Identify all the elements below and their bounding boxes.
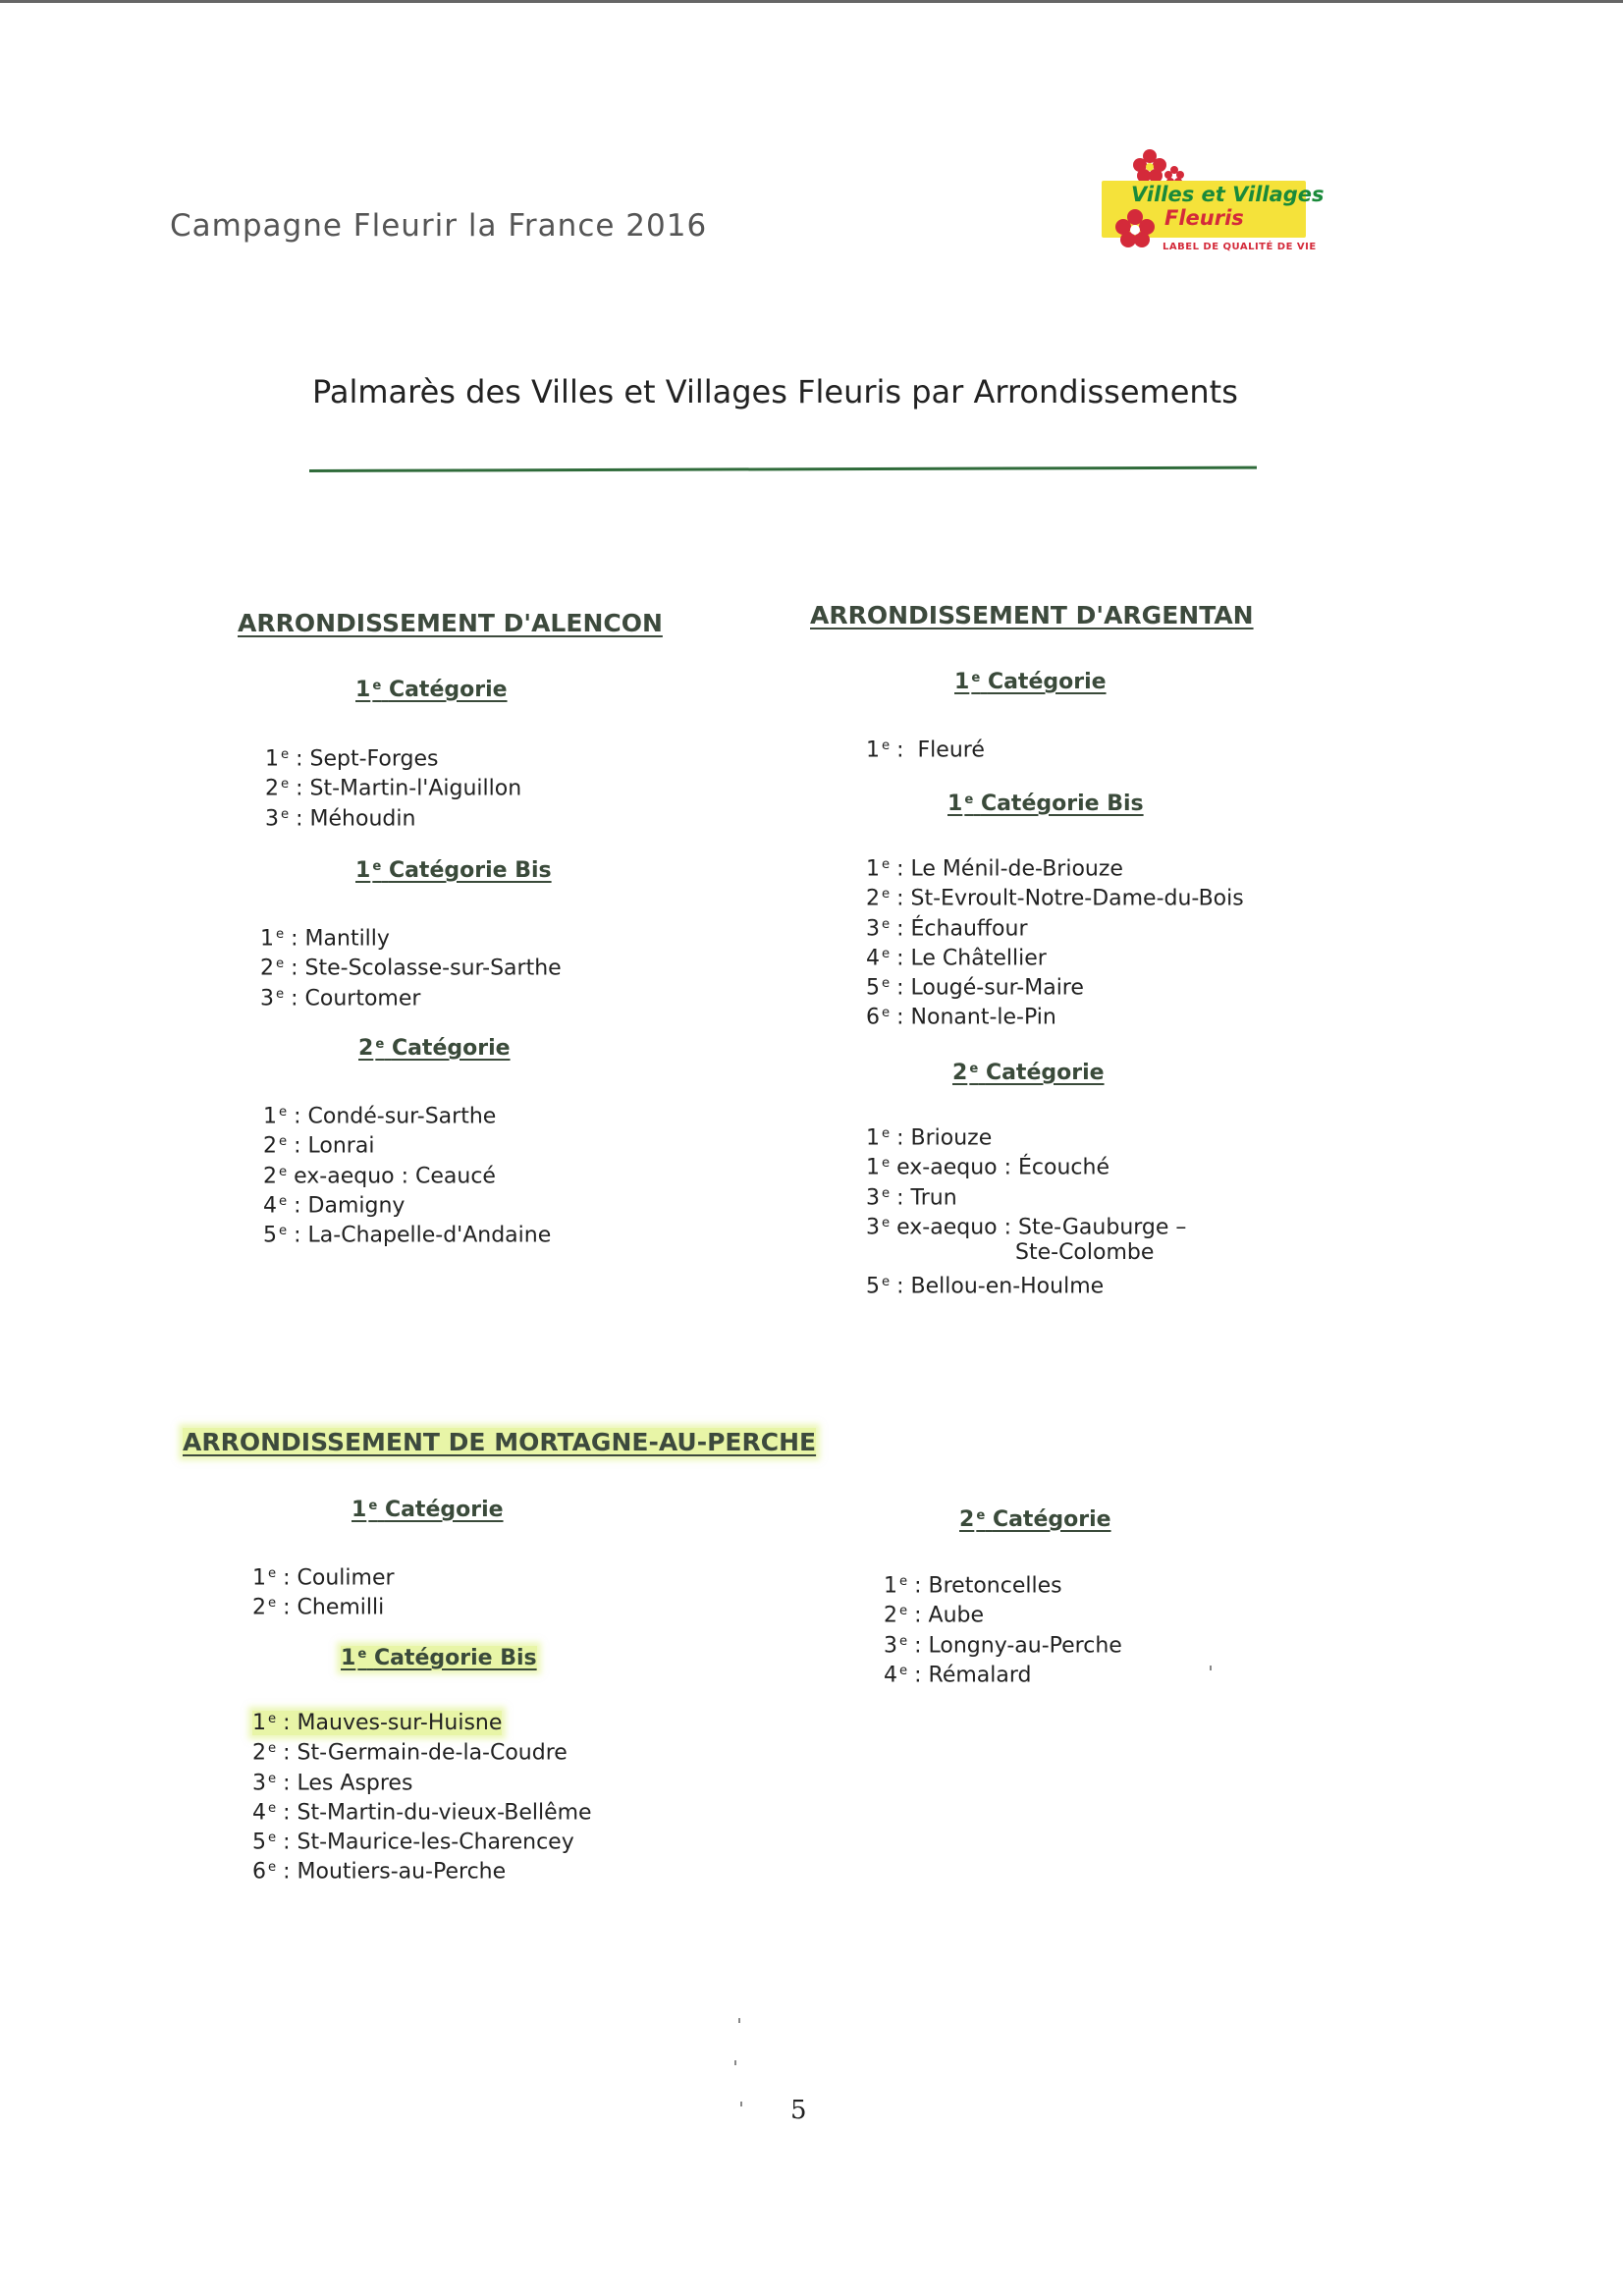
list-item: 3 $^e$ : Échauffour (866, 915, 1028, 941)
list-item: 2 $^e$ : St-Martin-l'Aiguillon (265, 776, 522, 801)
category-rank: 2 (952, 1061, 968, 1085)
category-rank-suffix: e (357, 1646, 367, 1662)
ranking-list (866, 1120, 1186, 1298)
list-item: 2 $^e$ : Ste-Scolasse-sur-Sarthe (260, 956, 562, 981)
list-item: 3 $^e$ : Longny-au-Perche (884, 1632, 1122, 1658)
category-rank-suffix: e (368, 1498, 378, 1513)
category-rank: 1 (352, 1498, 367, 1522)
list-item: 5 $^e$ : St-Maurice-les-Charencey (252, 1830, 574, 1855)
logo-line-1: Villes et Villages (1131, 183, 1325, 206)
section-title-mortagne: ARRONDISSEMENT DE MORTAGNE-AU-PERCHE (183, 1428, 817, 1456)
ranking-list (263, 1098, 551, 1246)
category-rank: 1 (947, 792, 963, 816)
list-item: 3 $^e$ : Méhoudin (265, 805, 416, 831)
category-heading (355, 858, 552, 883)
scan-speck (1210, 1666, 1212, 1670)
category-label: Catégorie (388, 678, 508, 702)
list-item: 2 $^e$ ex-aequo : Ceaucé (263, 1163, 496, 1188)
list-item: 1 $^e$ : Coulimer (252, 1565, 395, 1591)
title-underline-rule (309, 466, 1257, 472)
category-rank-suffix: e (976, 1507, 986, 1523)
ranking-list (866, 850, 1244, 1029)
page-title: Palmarès des Villes et Villages Fleuris par Arrondissements (312, 373, 1238, 410)
scan-speck (734, 2060, 736, 2065)
category-label: Catégorie (987, 670, 1107, 694)
category-rank: 2 (358, 1036, 374, 1061)
list-item: 6 $^e$ : Moutiers-au-Perche (252, 1859, 507, 1885)
category-rank: 1 (954, 670, 970, 694)
list-item: 1 $^e$ : Bretoncelles (884, 1573, 1062, 1599)
category-label: Catégorie Bis (373, 1646, 537, 1670)
list-item: 3 $^e$ : Les Aspres (252, 1770, 413, 1795)
category-rank: 1 (355, 858, 371, 883)
category-rank-suffix: e (375, 1036, 385, 1052)
villes-villages-fleuris-logo (1098, 147, 1325, 263)
list-item: 1 $^e$ : Mantilly (260, 926, 390, 952)
category-rank-suffix: e (372, 858, 382, 874)
list-item: 4 $^e$ : Le Châtellier (866, 946, 1047, 971)
scan-speck (738, 2018, 740, 2023)
category-label: Catégorie (992, 1507, 1111, 1532)
list-item: 1 $^e$ ex-aequo : Écouché (866, 1155, 1109, 1180)
scan-speck (740, 2102, 742, 2106)
category-rank: 1 (355, 678, 371, 702)
list-item: 1 $^e$ : Sept-Forges (265, 746, 439, 772)
category-rank-suffix: e (971, 670, 981, 685)
category-heading (358, 1036, 511, 1061)
list-item: 2 $^e$ : St-Evroult-Notre-Dame-du-Bois (866, 886, 1244, 911)
list-item: 2 $^e$ : St-Germain-de-la-Coudre (252, 1740, 568, 1766)
category-heading (947, 792, 1144, 816)
ranking-list (884, 1567, 1122, 1686)
category-heading (352, 1498, 504, 1522)
list-item: 3 $^e$ ex-aequo : Ste-Gauburge – (866, 1215, 1187, 1240)
ranking-list (252, 1559, 395, 1619)
category-heading (952, 1061, 1105, 1085)
list-item: 2 $^e$ : Lonrai (263, 1133, 375, 1159)
list-item: 5 $^e$ : Bellou-en-Houlme (866, 1274, 1105, 1299)
category-label: Catégorie Bis (388, 858, 552, 883)
campaign-header: Campagne Fleurir la France 2016 (170, 208, 708, 244)
category-label: Catégorie Bis (980, 792, 1144, 816)
logo-tagline: LABEL DE QUALITÉ DE VIE (1163, 242, 1317, 252)
list-item-continuation: Ste-Colombe (1015, 1240, 1155, 1266)
list-item: 1 $^e$ : Briouze (866, 1125, 993, 1151)
list-item: 3 $^e$ : Trun (866, 1184, 957, 1210)
category-label: Catégorie (985, 1061, 1105, 1085)
list-item: 3 $^e$ : Courtomer (260, 985, 421, 1011)
list-item: 5 $^e$ : Lougé-sur-Maire (866, 975, 1084, 1001)
section-title-argentan: ARRONDISSEMENT D'ARGENTAN (810, 601, 1254, 629)
highlighted-entry: 1 $^e$ : Mauves-sur-Huisne (252, 1711, 503, 1736)
list-item: 4 $^e$ : Rémalard (884, 1663, 1032, 1688)
large-flower-icon (1113, 208, 1157, 251)
list-item: 5 $^e$ : La-Chapelle-d'Andaine (263, 1223, 552, 1248)
category-rank: 1 (341, 1646, 356, 1670)
category-rank-suffix: e (969, 1061, 979, 1076)
ranking-list (265, 740, 521, 830)
page-number: 5 (790, 2096, 807, 2125)
list-item: 4 $^e$ : St-Martin-du-vieux-Bellême (252, 1800, 592, 1826)
ranking-list (866, 732, 985, 761)
list-item: 2 $^e$ : Aube (884, 1603, 985, 1628)
category-rank-suffix: e (372, 678, 382, 693)
logo-line-2: Fleuris (1164, 206, 1244, 230)
ranking-list (252, 1705, 592, 1884)
category-heading (959, 1507, 1111, 1532)
list-item (252, 1705, 592, 1734)
section-title-alencon: ARRONDISSEMENT D'ALENCON (238, 609, 663, 637)
list-item: 1 $^e$ : Fleuré (866, 738, 985, 763)
list-item: 1 $^e$ : Le Ménil-de-Briouze (866, 856, 1123, 882)
category-rank-suffix: e (964, 792, 974, 807)
list-item: 1 $^e$ : Condé-sur-Sarthe (263, 1104, 497, 1129)
category-rank: 2 (959, 1507, 975, 1532)
list-item: 6 $^e$ : Nonant-le-Pin (866, 1005, 1056, 1030)
scan-edge-line (0, 0, 1623, 3)
ranking-list (260, 920, 562, 1010)
category-label: Catégorie (391, 1036, 511, 1061)
category-label: Catégorie (384, 1498, 504, 1522)
category-heading (954, 670, 1107, 694)
list-item: 2 $^e$ : Chemilli (252, 1595, 385, 1620)
list-item: 4 $^e$ : Damigny (263, 1193, 406, 1219)
category-heading (355, 678, 508, 702)
category-heading (341, 1646, 537, 1670)
